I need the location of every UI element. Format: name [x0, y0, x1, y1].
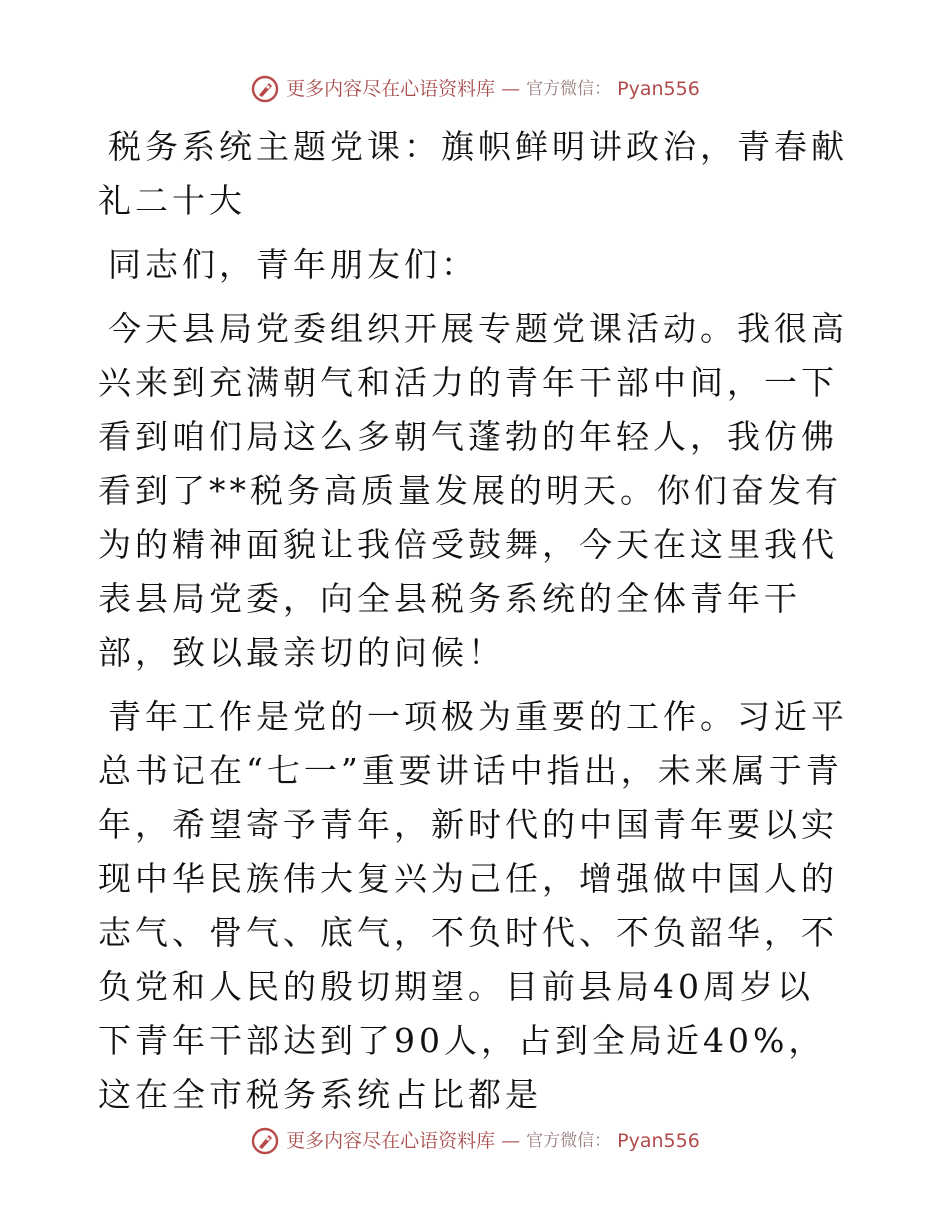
document-title: 税务系统主题党课：旗帜鲜明讲政治，青春献礼二十大: [98, 127, 848, 220]
paragraph-2: 青年工作是党的一项极为重要的工作。习近平总书记在“七一”重要讲话中指出，未来属于青年，希望寄予青年，新时代的中国青年要以实现中华民族伟大复兴为己任，增强做中国人的志气、骨气、底气，不负时代、不负韶华，不负党和人民的殷切期望。目前县局40周岁以下青年干部达到了90人，占到全局近40%，这在全市税务系统占比都是: [98, 697, 848, 1114]
watermark-account-id: Pyan556: [617, 78, 700, 100]
watermark-account-id: Pyan556: [617, 1130, 700, 1152]
watermark-site-text: 更多内容尽在心语资料库: [286, 78, 496, 100]
watermark-separator: —: [501, 1130, 521, 1152]
header-watermark: [0, 74, 950, 104]
salutation: 同志们，青年朋友们：: [108, 245, 478, 284]
watermark-site-text: 更多内容尽在心语资料库: [286, 1130, 496, 1152]
pen-nib-logo-icon: [250, 74, 280, 104]
watermark-separator: —: [501, 78, 521, 100]
watermark-account-label: 官方微信：: [526, 1131, 612, 1151]
document-body: [98, 120, 850, 1122]
footer-watermark: [0, 1126, 950, 1156]
watermark-account-label: 官方微信：: [526, 79, 612, 99]
pen-nib-logo-icon: [250, 1126, 280, 1156]
paragraph-1: 今天县局党委组织开展专题党课活动。我很高兴来到充满朝气和活力的青年干部中间，一下看到咱们局这么多朝气蓬勃的年轻人，我仿佛看到了**税务高质量发展的明天。你们奋发有为的精神面貌让我倍受鼓舞，今天在这里我代表县局党委，向全县税务系统的全体青年干部，致以最亲切的问候！: [98, 309, 848, 672]
